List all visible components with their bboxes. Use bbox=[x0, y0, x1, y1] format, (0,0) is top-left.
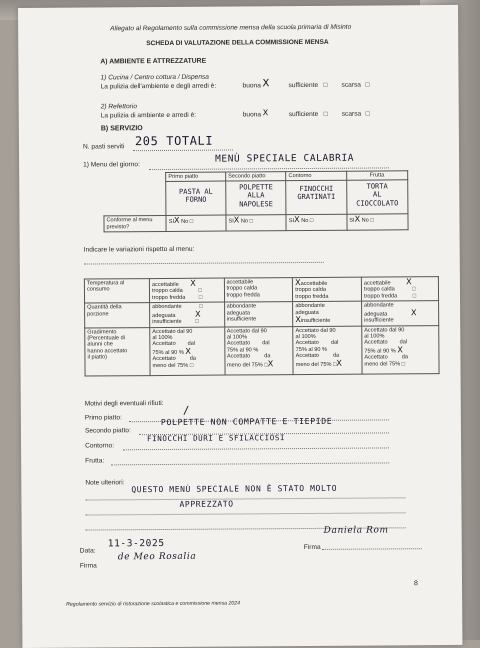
evaluation-table bbox=[84, 276, 440, 376]
note-line-2 bbox=[86, 512, 406, 515]
grad-contorno-mark: X bbox=[336, 358, 342, 368]
opt-text: abbondante bbox=[226, 303, 257, 310]
conforme-frutta-mark: X bbox=[354, 215, 361, 225]
note-value-line1[interactable]: QUESTO MENÙ SPECIALE NON È STATO MOLTO bbox=[131, 483, 338, 495]
conforme-label-line2: previsto? bbox=[106, 224, 130, 231]
dish-secondo-line1: POLPETTE bbox=[239, 183, 273, 192]
a1-buona-checkmark[interactable]: X bbox=[262, 78, 270, 90]
pasti-value[interactable]: 205 TOTALI bbox=[134, 133, 214, 149]
temp-primo-mark: X bbox=[190, 278, 196, 288]
a1-opt-buona: buona bbox=[242, 82, 261, 90]
eval-label-quantita-line1: Quantità della bbox=[87, 304, 122, 311]
conforme-frutta[interactable] bbox=[347, 214, 408, 230]
eval-quantita-primo[interactable] bbox=[150, 302, 225, 327]
a2-text: La pulizia di ambiente e arredi è: bbox=[100, 111, 197, 120]
firma-right-line bbox=[322, 548, 422, 550]
eval-label-gradimento-line1: Gradimento bbox=[87, 328, 117, 336]
dish-contorno-line1: FINOCCHI bbox=[299, 185, 334, 194]
conforme-secondo-si: SI bbox=[228, 218, 234, 225]
opt-insufficiente bbox=[295, 316, 359, 325]
data-label: Data: bbox=[79, 547, 96, 555]
opt-text: troppo calda bbox=[151, 288, 183, 295]
opt-text: accettabile bbox=[226, 279, 254, 286]
opt-troppo-fredda bbox=[152, 294, 222, 301]
grad-opt-100: al 100% bbox=[152, 334, 173, 342]
menu-value[interactable]: MENÙ SPECIALE CALABRIA bbox=[215, 152, 355, 165]
menu-header-secondo: Secondo piatto bbox=[226, 172, 286, 182]
conforme-frutta-si: SI bbox=[349, 218, 355, 225]
opt-text: Accettato bbox=[226, 340, 251, 347]
rifiuti-frutta-label: Frutta: bbox=[85, 457, 105, 465]
grad-opt-75: 75% al 90 % bbox=[295, 346, 328, 353]
grad-opt-meno: meno del 75% □ bbox=[364, 360, 406, 368]
eval-quantita-contorno[interactable] bbox=[293, 301, 362, 326]
grad-opt-90: Accettato dal 90 bbox=[226, 327, 267, 335]
menu-header-primo: Primo piatto bbox=[166, 172, 226, 182]
footer-text: Regolamento servizio di ristorazione scolastica e commissione mensa 2024 bbox=[66, 600, 241, 608]
pasti-label: N. pasti serviti bbox=[82, 143, 125, 151]
conforme-primo-no: No bbox=[181, 219, 189, 226]
conforme-contorno-si: SI bbox=[288, 218, 295, 225]
a2-buona-checkmark[interactable]: X bbox=[262, 108, 269, 118]
rifiuti-primo-label: Primo piatto: bbox=[84, 414, 122, 422]
opt-text: adeguata bbox=[295, 309, 319, 316]
opt-text: insufficiente bbox=[300, 317, 331, 325]
motivi-label: Motivi degli eventuali rifiuti: bbox=[84, 399, 164, 408]
page-number: 8 bbox=[414, 580, 418, 588]
pasti-line bbox=[133, 150, 233, 152]
a2-opt-scarsa: scarsa bbox=[341, 110, 362, 118]
opt-text: 75% al 90 % bbox=[364, 348, 396, 355]
grad-opt-meno: meno del 75% □ bbox=[152, 362, 194, 369]
opt-box: □ bbox=[195, 318, 199, 325]
a1-opt-sufficiente: sufficiente bbox=[288, 81, 319, 90]
rifiuti-frutta-line bbox=[111, 462, 389, 465]
section-b-title: B) SERVIZIO bbox=[100, 125, 143, 133]
grad-opt-meno bbox=[227, 360, 291, 369]
a2-opt-sufficiente: sufficiente bbox=[288, 110, 319, 119]
conforme-primo-mark: X bbox=[173, 216, 180, 226]
firma-left-signature[interactable]: de Meo Rosalia bbox=[117, 551, 197, 563]
opt-text: troppo calda bbox=[363, 286, 395, 294]
opt-text: abbondante bbox=[295, 303, 325, 310]
grad-opt-75: 75% al 90 % bbox=[226, 347, 259, 354]
evaluation-form-sheet bbox=[18, 5, 462, 648]
opt-text: Accettato bbox=[226, 353, 251, 360]
qty-frutta-mark: X bbox=[410, 307, 417, 317]
eval-label-temperatura-line1: Temperatura al bbox=[86, 280, 125, 287]
opt-text: accettabile bbox=[300, 280, 328, 288]
opt-dal: dal bbox=[399, 339, 408, 346]
eval-temperatura-secondo[interactable] bbox=[224, 278, 293, 303]
note-value-line2[interactable]: APPREZZATO bbox=[179, 499, 234, 509]
rifiuti-secondo-label: Secondo piatto: bbox=[84, 427, 131, 435]
variazioni-label: Indicare le variazioni rispetto al menu: bbox=[83, 245, 195, 254]
rifiuti-contorno-label: Contorno: bbox=[85, 442, 115, 450]
data-value[interactable]: 11-3-2025 bbox=[107, 537, 165, 550]
eval-label-gradimento-line2: (Percentuale di bbox=[87, 335, 125, 342]
grad-secondo-mark: X bbox=[267, 358, 274, 368]
opt-text: troppo fredda bbox=[152, 294, 186, 301]
firma-label-right: Firma bbox=[303, 543, 321, 552]
opt-text: Accettato bbox=[364, 339, 388, 346]
eval-label-gradimento-line3: alunni che bbox=[87, 341, 113, 348]
grad-frutta-mark: X bbox=[397, 345, 403, 355]
variazioni-line bbox=[84, 262, 324, 265]
conforme-frutta-no: No bbox=[361, 217, 369, 225]
grad-opt-90: Accettato dal 90 bbox=[152, 328, 193, 335]
conforme-secondo-mark: X bbox=[233, 215, 240, 225]
menu-dish-contorno[interactable] bbox=[286, 181, 347, 215]
a1-text: La pulizia dell'ambiente e degli arredi è: bbox=[100, 82, 217, 91]
menu-header-contorno: Contorno bbox=[286, 171, 347, 181]
opt-text: troppo calda bbox=[226, 285, 258, 292]
opt-troppo-fredda bbox=[295, 293, 359, 300]
eval-label-quantita bbox=[85, 303, 150, 328]
opt-da: da bbox=[189, 355, 197, 363]
eval-quantita-frutta[interactable] bbox=[361, 301, 438, 326]
eval-label-temperatura-line2: consumo bbox=[86, 286, 110, 293]
dish-secondo-line2: ALLA bbox=[247, 191, 265, 200]
grad-opt-100: al 100% bbox=[364, 333, 385, 340]
menu-dish-primo[interactable] bbox=[166, 181, 226, 215]
opt-da: da bbox=[401, 354, 408, 361]
note-label: Note ulteriori: bbox=[85, 479, 125, 487]
firma-right-signature[interactable]: Daniela Rom bbox=[323, 525, 389, 536]
eval-gradimento-primo[interactable] bbox=[150, 327, 225, 376]
menu-table bbox=[103, 170, 408, 233]
opt-text: insufficiente bbox=[152, 318, 182, 326]
note-line-1 bbox=[85, 497, 405, 500]
opt-box: □ bbox=[412, 293, 417, 300]
conforme-label-line1: Conforme al menu bbox=[106, 217, 153, 224]
conforme-primo[interactable] bbox=[166, 215, 226, 231]
conforme-contorno-no-box: □ bbox=[309, 218, 314, 225]
a2-sufficiente-box[interactable]: □ bbox=[323, 110, 328, 118]
opt-box: □ bbox=[199, 303, 203, 311]
opt-text: Accettato bbox=[295, 353, 320, 360]
grad-opt-100: al 100% bbox=[295, 333, 316, 341]
opt-text: adeguata bbox=[152, 312, 176, 319]
a1-opt-scarsa: scarsa bbox=[341, 81, 361, 89]
opt-text: meno del 75% □ bbox=[226, 361, 268, 369]
opt-text: troppo fredda bbox=[226, 292, 260, 299]
a2-opt-buona: buona bbox=[242, 111, 262, 119]
conforme-primo-no-box: □ bbox=[189, 219, 194, 226]
eval-label-quantita-line2: porzione bbox=[87, 311, 109, 318]
grad-opt-90: Accettato dal 90 bbox=[364, 326, 405, 334]
eval-gradimento-frutta[interactable] bbox=[362, 325, 439, 374]
eval-label-temperatura bbox=[84, 279, 149, 304]
opt-troppo-fredda bbox=[227, 292, 291, 299]
a2-scarsa-box[interactable]: □ bbox=[365, 110, 370, 118]
dish-contorno-line2: GRATINATI bbox=[297, 193, 336, 202]
dish-primo-line1: PASTA AL bbox=[179, 188, 213, 197]
opt-text: Accettato bbox=[152, 356, 176, 363]
rifiuti-primo-value[interactable]: / bbox=[182, 403, 191, 417]
opt-insufficiente bbox=[227, 316, 291, 323]
opt-text: Accettato bbox=[364, 354, 388, 361]
opt-text: meno del 75% □ bbox=[295, 361, 337, 368]
opt-text: troppo fredda bbox=[363, 293, 398, 300]
dish-frutta-line3: CIOCCOLATO bbox=[356, 198, 399, 208]
opt-text: accettabile bbox=[151, 281, 179, 289]
opt-text: 75% al 90 % bbox=[152, 349, 184, 356]
opt-text: adeguata bbox=[364, 311, 388, 318]
dish-frutta-line1: TORTA bbox=[366, 182, 388, 191]
temp-frutta-mark: X bbox=[406, 277, 412, 287]
menu-table-corner bbox=[104, 172, 166, 182]
opt-text: troppo fredda bbox=[295, 293, 329, 300]
opt-da: da bbox=[264, 353, 271, 360]
dish-frutta-line2: AL bbox=[372, 190, 382, 199]
opt-box: □ bbox=[412, 286, 416, 293]
opt-dal: dal bbox=[187, 341, 196, 348]
menu-label: 1) Menu del giorno: bbox=[83, 161, 140, 169]
firma-label-left: Firma bbox=[79, 562, 97, 570]
section-a-title: A) AMBIENTE E ATTREZZATURE bbox=[100, 57, 207, 66]
opt-text: Accettato bbox=[152, 341, 176, 348]
qty-primo-mark: X bbox=[195, 309, 201, 319]
opt-text: troppo calda bbox=[295, 287, 327, 294]
eval-temperatura-frutta[interactable] bbox=[361, 277, 438, 302]
conforme-contorno-no: No bbox=[301, 218, 309, 225]
grad-opt-90: Accettato dal 90 bbox=[295, 327, 336, 334]
opt-text: abbondante bbox=[152, 304, 182, 311]
conforme-contorno[interactable] bbox=[286, 215, 347, 231]
opt-text: Accettato bbox=[295, 340, 319, 347]
opt-text: abbondante bbox=[363, 302, 394, 309]
a2-heading: 2) Refettorio bbox=[100, 103, 138, 111]
dish-secondo-line3: NAPOLESE bbox=[239, 199, 273, 208]
conforme-primo-si: SI bbox=[168, 219, 175, 226]
eval-label-gradimento bbox=[85, 327, 150, 375]
rifiuti-secondo-value[interactable]: POLPETTE NON COMPATTE E TIEPIDE bbox=[160, 415, 333, 428]
rifiuti-contorno-line bbox=[123, 447, 389, 450]
eval-label-gradimento-line4: hanno accettato bbox=[87, 348, 128, 355]
opt-insufficiente bbox=[364, 317, 436, 324]
header-text: Allegato al Regolamento sulla commissione mensa della scuola primaria di Misinto bbox=[110, 23, 352, 33]
eval-quantita-secondo[interactable] bbox=[224, 302, 293, 327]
opt-text: insufficiente bbox=[364, 317, 394, 324]
rifiuti-contorno-value[interactable]: FINOCCHI DURI E SFILACCIOSI bbox=[146, 433, 286, 444]
conforme-label bbox=[104, 216, 166, 232]
conforme-secondo-no-box: □ bbox=[249, 218, 253, 225]
eval-gradimento-secondo[interactable] bbox=[224, 326, 293, 374]
grad-primo-mark: X bbox=[185, 346, 191, 356]
eval-temperatura-primo[interactable] bbox=[149, 278, 224, 303]
opt-box: □ bbox=[198, 288, 202, 295]
conforme-contorno-mark: X bbox=[294, 215, 300, 225]
menu-dish-frutta[interactable] bbox=[347, 180, 408, 214]
menu-dish-row-spacer bbox=[104, 182, 166, 216]
opt-dal: dal bbox=[330, 340, 339, 347]
grad-opt-100: al 100% bbox=[226, 334, 248, 341]
opt-troppo-fredda bbox=[364, 293, 436, 300]
opt-box: □ bbox=[198, 294, 203, 301]
dish-primo-line2: FORNO bbox=[185, 196, 207, 205]
temp-contorno-mark: X bbox=[295, 278, 301, 288]
opt-text: adeguata bbox=[226, 310, 251, 317]
qty-contorno-mark: X bbox=[295, 315, 301, 325]
opt-text: accettabile bbox=[363, 280, 391, 287]
menu-header-frutta: Frutta bbox=[346, 171, 407, 181]
opt-insufficiente bbox=[152, 319, 222, 326]
grad-opt-meno bbox=[296, 359, 360, 368]
eval-temperatura-contorno[interactable] bbox=[293, 277, 362, 302]
opt-da: da bbox=[332, 352, 340, 360]
form-title: SCHEDA DI VALUTAZIONE DELLA COMMISSIONE MENSA bbox=[146, 38, 329, 48]
conforme-secondo-no: No bbox=[240, 218, 249, 225]
opt-dal: dal bbox=[262, 340, 270, 347]
a1-sufficiente-box[interactable]: □ bbox=[323, 81, 328, 89]
conforme-secondo[interactable] bbox=[226, 215, 286, 231]
menu-dish-secondo[interactable] bbox=[226, 181, 287, 215]
a1-heading: 1) Cucina / Centro cottura / Dispensa bbox=[100, 73, 209, 82]
opt-text: insufficiente bbox=[226, 316, 257, 323]
eval-label-gradimento-line5: il piatto) bbox=[87, 354, 108, 361]
a1-scarsa-box[interactable]: □ bbox=[365, 81, 370, 89]
eval-gradimento-contorno[interactable] bbox=[293, 326, 362, 374]
conforme-frutta-no-box: □ bbox=[370, 217, 374, 224]
